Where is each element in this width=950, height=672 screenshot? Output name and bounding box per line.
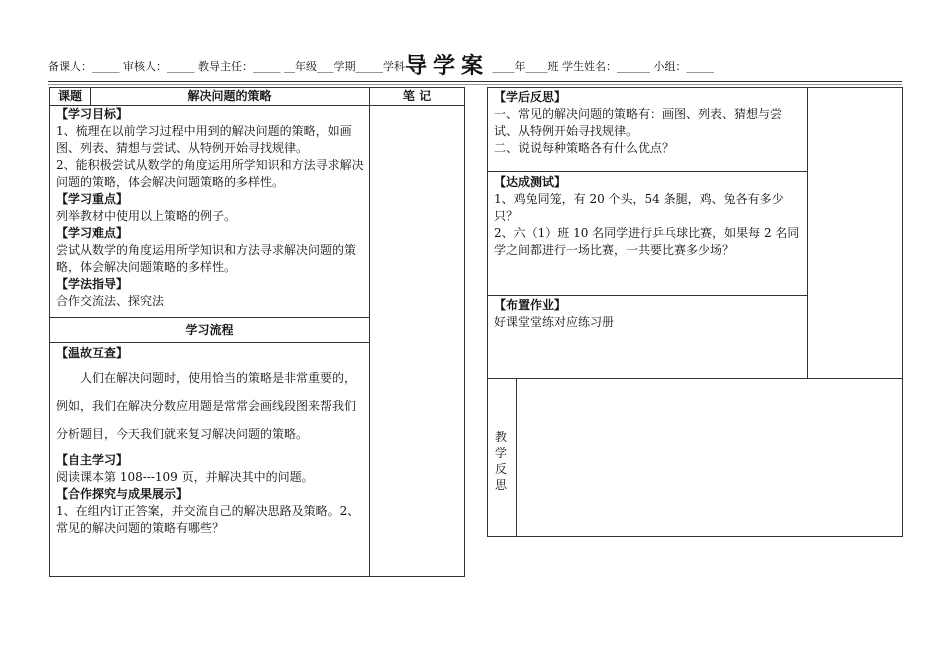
- test-title: 【达成测试】: [494, 175, 567, 189]
- test-item-1: 1、鸡兔同笼，有 20 个头，54 条腿，鸡、兔各有多少只？: [494, 192, 784, 223]
- header-suffix: ____年____班 学生姓名：______ 小组：_____: [489, 60, 715, 73]
- objectives-section: [56, 106, 366, 310]
- method-title: 【学法指导】: [56, 277, 129, 291]
- topic-value: 解决问题的策略: [187, 89, 272, 103]
- table-header-row: [50, 88, 464, 106]
- teaching-reflection-label-cell: [488, 379, 517, 537]
- right-notes-divider: [807, 88, 808, 378]
- section-divider: [488, 295, 807, 296]
- reflection-item-2: 二、说说每种策略各有什么优点？: [494, 141, 675, 155]
- header: [48, 46, 908, 78]
- right-table: [487, 87, 903, 537]
- difficulties-title: 【学习难点】: [56, 226, 129, 240]
- teaching-reflection-label: 教学反思: [494, 430, 507, 492]
- test-item-2: 2、六（1）班 10 名同学进行乒乓球比赛，如果每 2 名同学之间都进行一场比赛，一共要比赛多少场？: [494, 226, 800, 257]
- notes-column-divider: [369, 88, 370, 576]
- header-rule-thin: [48, 84, 902, 85]
- page-title: 导学案: [405, 54, 490, 79]
- cooperation-title: 【合作探究与成果展示】: [56, 487, 189, 501]
- key-points-text: 列举教材中使用以上策略的例子。: [56, 209, 237, 223]
- difficulties-text: 尝试从数学的角度运用所学知识和方法寻求解决问题的策略，体会解决问题策略的多样性。: [56, 243, 357, 274]
- review-text: 人们在解决问题时，使用恰当的策略是非常重要的，例如，我们在解决分数应用题是常常会画线段图来帮我们分析题目，今天我们就来复习解决问题的策略。: [56, 371, 357, 441]
- notes-label: 笔 记: [402, 89, 432, 103]
- header-line: [48, 46, 714, 77]
- homework-text: 好课堂堂练对应练习册: [494, 315, 615, 329]
- homework-section: [494, 297, 804, 331]
- learning-flow-title: 学习流程: [50, 317, 369, 343]
- key-points-title: 【学习重点】: [56, 192, 129, 206]
- cooperation-text: 1、在组内订正答案，并交流自己的解决思路及策略。2、常见的解决问题的策略有哪些？: [56, 504, 360, 535]
- homework-title: 【布置作业】: [494, 298, 567, 312]
- reflection-section: [494, 89, 804, 157]
- section-divider: [488, 171, 807, 172]
- reflection-item-1: 一、常见的解决问题的策略有：画图、列表、猜想与尝试、从特例开始寻找规律。: [494, 107, 783, 138]
- left-table: [49, 87, 465, 577]
- test-section: [494, 174, 804, 259]
- review-title: 【温故互查】: [56, 346, 129, 360]
- reflection-title: 【学后反思】: [494, 90, 567, 104]
- header-rule: [48, 81, 902, 82]
- topic-label: 课题: [50, 88, 91, 105]
- goals-item-1: 1、梳理在以前学习过程中用到的解决问题的策略，如画图、列表、猜想与尝试、从特例开始寻找规律。: [56, 124, 352, 155]
- self-study-text: 阅读课本第 108---109 页，并解决其中的问题。: [56, 470, 314, 484]
- teaching-reflection-box: [488, 378, 902, 537]
- goals-item-2: 2、能积极尝试从数学的角度运用所学知识和方法寻求解决问题的策略，体会解决问题策略的多样性。: [56, 158, 364, 189]
- header-prefix: 备课人：_____ 审核人：_____ 教导主任：_____ __年级___学期_____学科: [48, 60, 405, 73]
- self-study-title: 【自主学习】: [56, 453, 129, 467]
- flow-section: [56, 345, 366, 537]
- method-text: 合作交流法、探究法: [56, 294, 165, 308]
- goals-title: 【学习目标】: [56, 107, 129, 121]
